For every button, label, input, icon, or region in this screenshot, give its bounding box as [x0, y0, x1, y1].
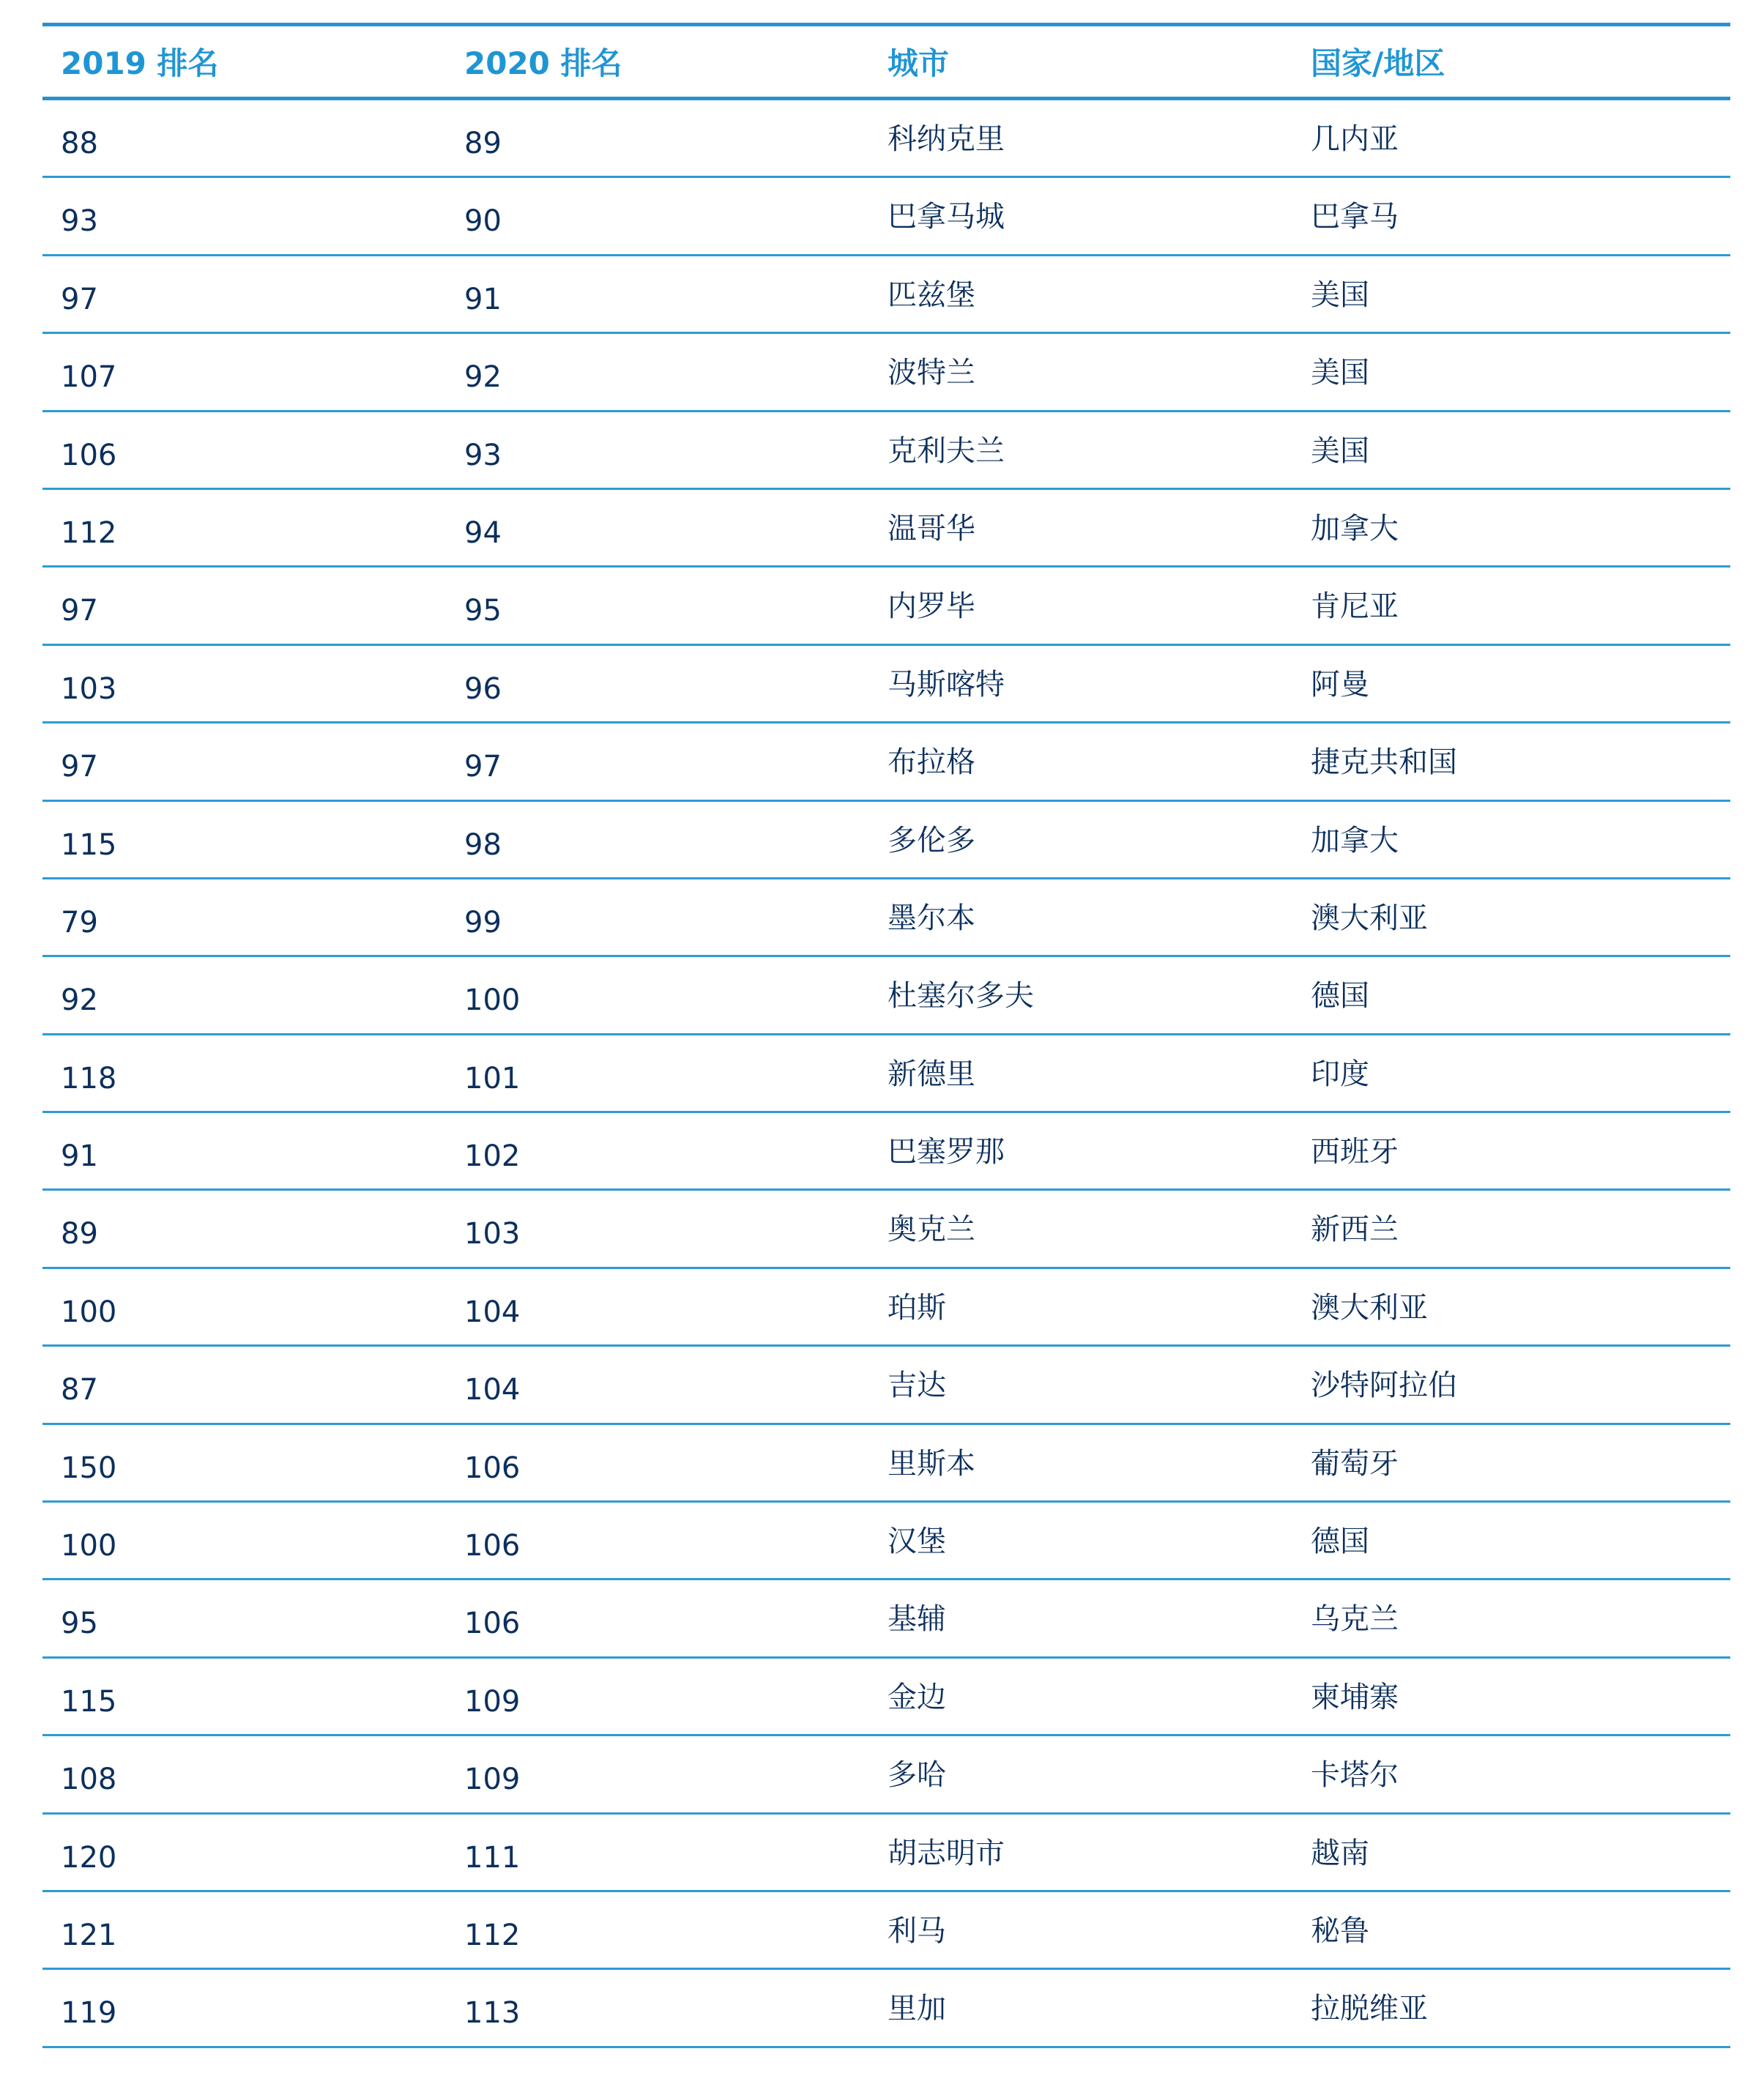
cell-rank-2019: 119	[61, 1996, 117, 2031]
table-row	[42, 1580, 1730, 1658]
cell-city: 温哥华	[887, 511, 975, 546]
cell-city: 里斯本	[887, 1446, 975, 1481]
cell-city: 克利夫兰	[887, 434, 1005, 468]
cell-rank-2019: 93	[61, 204, 98, 239]
table-row	[42, 412, 1730, 490]
cell-city: 利马	[887, 1913, 946, 1948]
cell-rank-2020: 96	[464, 671, 502, 706]
table-row	[42, 1191, 1730, 1268]
cell-country: 印度	[1311, 1057, 1369, 1091]
cell-city: 多哈	[887, 1758, 946, 1793]
cell-city: 马斯喀特	[887, 667, 1005, 702]
cell-rank-2019: 97	[61, 594, 98, 628]
cell-rank-2019: 89	[61, 1217, 98, 1251]
cell-rank-2020: 98	[464, 827, 502, 862]
cell-country: 德国	[1311, 979, 1369, 1013]
cell-country: 美国	[1311, 278, 1369, 312]
table-row	[42, 1113, 1730, 1191]
cell-country: 葡萄牙	[1311, 1446, 1399, 1481]
cell-city: 巴拿马城	[887, 200, 1005, 234]
cell-country: 德国	[1311, 1525, 1369, 1559]
cell-rank-2020: 112	[464, 1918, 521, 1952]
cell-city: 胡志明市	[887, 1836, 1005, 1870]
cell-city: 吉达	[887, 1369, 946, 1403]
cell-rank-2019: 115	[61, 1684, 117, 1719]
table-row	[42, 1503, 1730, 1580]
cell-rank-2020: 102	[464, 1139, 521, 1174]
table-row	[42, 1892, 1730, 1970]
cell-country: 乌克兰	[1311, 1602, 1399, 1637]
cell-country: 肯尼亚	[1311, 589, 1399, 624]
cell-city: 奥克兰	[887, 1213, 975, 1247]
cell-city: 墨尔本	[887, 901, 975, 935]
table-body	[42, 100, 1730, 2048]
table-row	[42, 490, 1730, 568]
table-row	[42, 802, 1730, 879]
cell-country: 拉脱维亚	[1311, 1992, 1428, 2026]
cell-rank-2019: 107	[61, 360, 117, 395]
cell-country: 卡塔尔	[1311, 1758, 1399, 1793]
cell-rank-2020: 99	[464, 905, 502, 940]
cell-city: 金边	[887, 1680, 946, 1714]
cell-country: 越南	[1311, 1836, 1369, 1870]
cell-city: 新德里	[887, 1057, 975, 1091]
cell-rank-2020: 109	[464, 1763, 521, 1797]
cell-city: 波特兰	[887, 356, 975, 390]
cell-rank-2019: 87	[61, 1373, 98, 1407]
cell-city: 布拉格	[887, 745, 975, 780]
cell-rank-2020: 104	[464, 1295, 521, 1329]
cell-country: 澳大利亚	[1311, 1290, 1428, 1325]
cell-rank-2019: 115	[61, 827, 117, 862]
table-row	[42, 723, 1730, 801]
cell-country: 西班牙	[1311, 1135, 1399, 1169]
table-row	[42, 646, 1730, 723]
cell-country: 加拿大	[1311, 511, 1399, 546]
cell-country: 秘鲁	[1311, 1913, 1369, 1948]
cell-rank-2019: 150	[61, 1451, 117, 1485]
cell-country: 加拿大	[1311, 823, 1399, 857]
header-rank-2019: 2019 排名	[61, 45, 219, 81]
cell-rank-2020: 106	[464, 1451, 521, 1485]
table-row	[42, 1425, 1730, 1503]
table-row	[42, 334, 1730, 412]
cell-rank-2019: 88	[61, 127, 98, 160]
cell-city: 里加	[887, 1992, 946, 2026]
cell-rank-2019: 118	[61, 1061, 117, 1095]
table-header-row	[42, 26, 1730, 100]
cell-rank-2019: 100	[61, 1529, 117, 1563]
table-row	[42, 568, 1730, 645]
cell-city: 巴塞罗那	[887, 1135, 1005, 1169]
cell-city: 内罗毕	[887, 589, 975, 624]
cell-rank-2019: 91	[61, 1139, 98, 1174]
cell-city: 匹兹堡	[887, 278, 975, 312]
cell-country: 沙特阿拉伯	[1311, 1369, 1457, 1403]
cell-city: 多伦多	[887, 823, 975, 857]
table-row	[42, 1269, 1730, 1347]
header-rank-2020: 2020 排名	[464, 45, 622, 81]
cell-country: 几内亚	[1311, 122, 1399, 156]
cell-rank-2020: 92	[464, 360, 502, 395]
cell-rank-2020: 109	[464, 1684, 521, 1719]
cell-city: 科纳克里	[887, 122, 1005, 156]
table-row	[42, 879, 1730, 957]
cell-rank-2020: 111	[464, 1840, 521, 1875]
cell-country: 澳大利亚	[1311, 901, 1428, 935]
cell-rank-2020: 113	[464, 1996, 521, 2031]
cell-rank-2020: 101	[464, 1061, 521, 1095]
cell-country: 捷克共和国	[1311, 745, 1457, 780]
table-row	[42, 957, 1730, 1035]
table-row	[42, 1035, 1730, 1113]
cell-country: 阿曼	[1311, 667, 1369, 702]
cell-rank-2020: 94	[464, 516, 502, 550]
table-row	[42, 1970, 1730, 2047]
cell-rank-2020: 103	[464, 1217, 521, 1251]
table-row	[42, 100, 1730, 178]
cell-country: 美国	[1311, 434, 1369, 468]
table-row	[42, 1347, 1730, 1424]
cell-rank-2019: 120	[61, 1840, 117, 1875]
cell-rank-2020: 89	[464, 127, 502, 160]
cell-rank-2020: 97	[464, 750, 502, 784]
cell-rank-2020: 95	[464, 594, 502, 628]
cell-city: 珀斯	[887, 1290, 946, 1325]
table-row	[42, 256, 1730, 334]
cell-rank-2020: 93	[464, 438, 502, 472]
table-row	[42, 1815, 1730, 1892]
cell-country: 巴拿马	[1311, 200, 1399, 234]
table-row	[42, 178, 1730, 256]
cell-rank-2019: 106	[61, 438, 117, 472]
cell-rank-2019: 103	[61, 671, 117, 706]
cell-rank-2020: 100	[464, 983, 521, 1018]
header-country: 国家/地区	[1311, 45, 1445, 81]
cell-city: 杜塞尔多夫	[887, 979, 1034, 1013]
cell-city: 汉堡	[887, 1525, 946, 1559]
cell-rank-2019: 79	[61, 905, 98, 940]
cell-rank-2020: 106	[464, 1529, 521, 1563]
cell-rank-2019: 97	[61, 750, 98, 784]
cell-rank-2019: 108	[61, 1763, 117, 1797]
cell-rank-2020: 91	[464, 282, 502, 316]
cell-rank-2019: 100	[61, 1295, 117, 1329]
cell-country: 美国	[1311, 356, 1369, 390]
table-row	[42, 1659, 1730, 1736]
cell-country: 柬埔寨	[1311, 1680, 1399, 1714]
city-ranking-table	[42, 23, 1730, 2048]
cell-rank-2019: 92	[61, 983, 98, 1018]
cell-rank-2019: 97	[61, 282, 98, 316]
cell-rank-2020: 90	[464, 204, 502, 239]
cell-country: 新西兰	[1311, 1213, 1399, 1247]
cell-city: 基辅	[887, 1602, 946, 1637]
cell-rank-2019: 95	[61, 1607, 98, 1641]
header-city: 城市	[887, 45, 950, 81]
cell-rank-2019: 112	[61, 516, 117, 550]
cell-rank-2019: 121	[61, 1918, 117, 1952]
cell-rank-2020: 104	[464, 1373, 521, 1407]
table-row	[42, 1736, 1730, 1814]
cell-rank-2020: 106	[464, 1607, 521, 1641]
